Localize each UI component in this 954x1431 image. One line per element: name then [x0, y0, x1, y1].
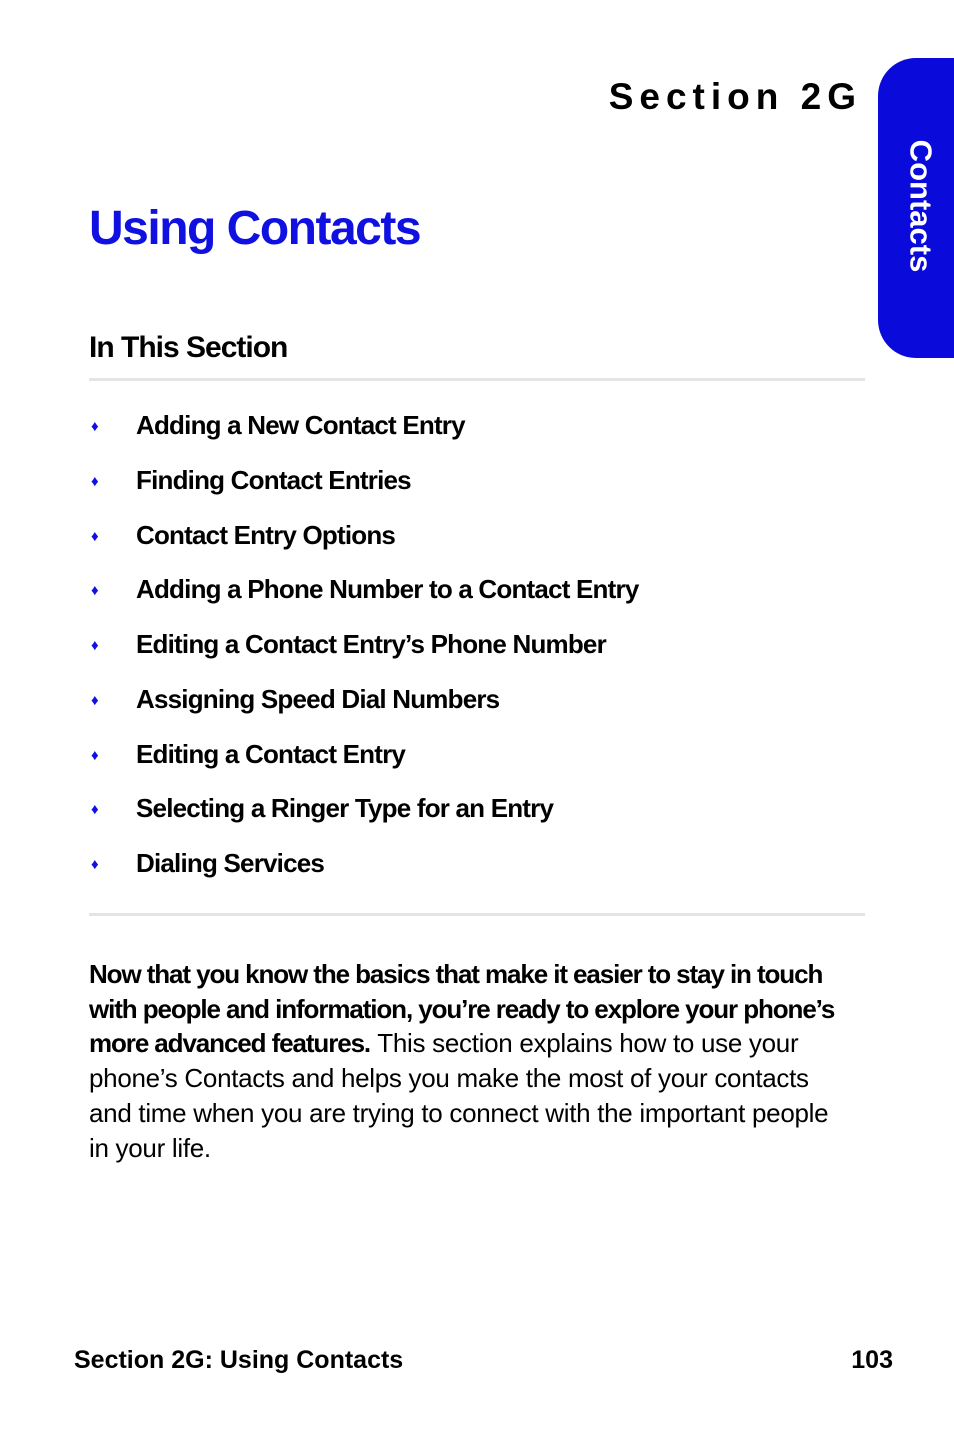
footer-section-title: Section 2G: Using Contacts — [74, 1346, 404, 1374]
toc-item-text: Adding a Phone Number to a Contact Entry — [136, 574, 639, 605]
intro-bold-text: Now that you know the basics that make it easier to stay in touch with people and information, you’re ready to explore your phone’s more advanced features. — [89, 959, 835, 1059]
toc-item-text: Contact Entry Options — [136, 519, 396, 550]
diamond-bullet-icon: ♦ — [91, 582, 99, 600]
toc-item — [89, 783, 865, 838]
diamond-bullet-icon: ♦ — [91, 418, 99, 435]
section-label: Section 2G — [608, 76, 862, 117]
toc-item-text: Editing a Contact Entry — [136, 738, 406, 769]
diamond-bullet-icon: ♦ — [91, 472, 99, 490]
diamond-bullet-icon: ♦ — [91, 527, 99, 545]
toc-item-text: Editing a Contact Entry’s Phone Number — [136, 629, 606, 659]
in-section-heading: In This Section — [89, 331, 288, 364]
toc-item-text: Dialing Services — [136, 848, 325, 878]
intro-paragraph — [89, 957, 849, 1165]
toc-list — [89, 400, 865, 893]
diamond-bullet-icon: ♦ — [91, 801, 99, 819]
side-tab-label: Contacts — [903, 139, 939, 273]
toc-item — [89, 838, 865, 893]
toc-item-text: Assigning Speed Dial Numbers — [136, 683, 500, 714]
divider-bottom — [89, 913, 865, 916]
toc-item — [89, 455, 865, 510]
toc-item — [89, 619, 865, 674]
toc-item — [89, 729, 865, 784]
diamond-bullet-icon: ♦ — [91, 746, 99, 764]
toc-item — [89, 510, 865, 565]
toc-item-text: Adding a New Contact Entry — [136, 410, 465, 440]
toc-item-text: Finding Contact Entries — [136, 464, 411, 495]
toc-item — [89, 400, 865, 455]
page-number: 103 — [851, 1346, 893, 1374]
page-title: Using Contacts — [89, 202, 421, 255]
toc-item — [89, 564, 865, 619]
toc-item-text: Selecting a Ringer Type for an Entry — [136, 793, 554, 824]
toc-item — [89, 674, 865, 729]
diamond-bullet-icon: ♦ — [91, 691, 99, 709]
divider-top — [89, 378, 865, 381]
intro-regular-text: This section explains how to use your phone’s Contacts and helps you make the most of your contacts and time when you are trying to connect with the important people in your life. — [89, 1028, 829, 1163]
diamond-bullet-icon: ♦ — [91, 856, 99, 873]
diamond-bullet-icon: ♦ — [91, 637, 99, 654]
